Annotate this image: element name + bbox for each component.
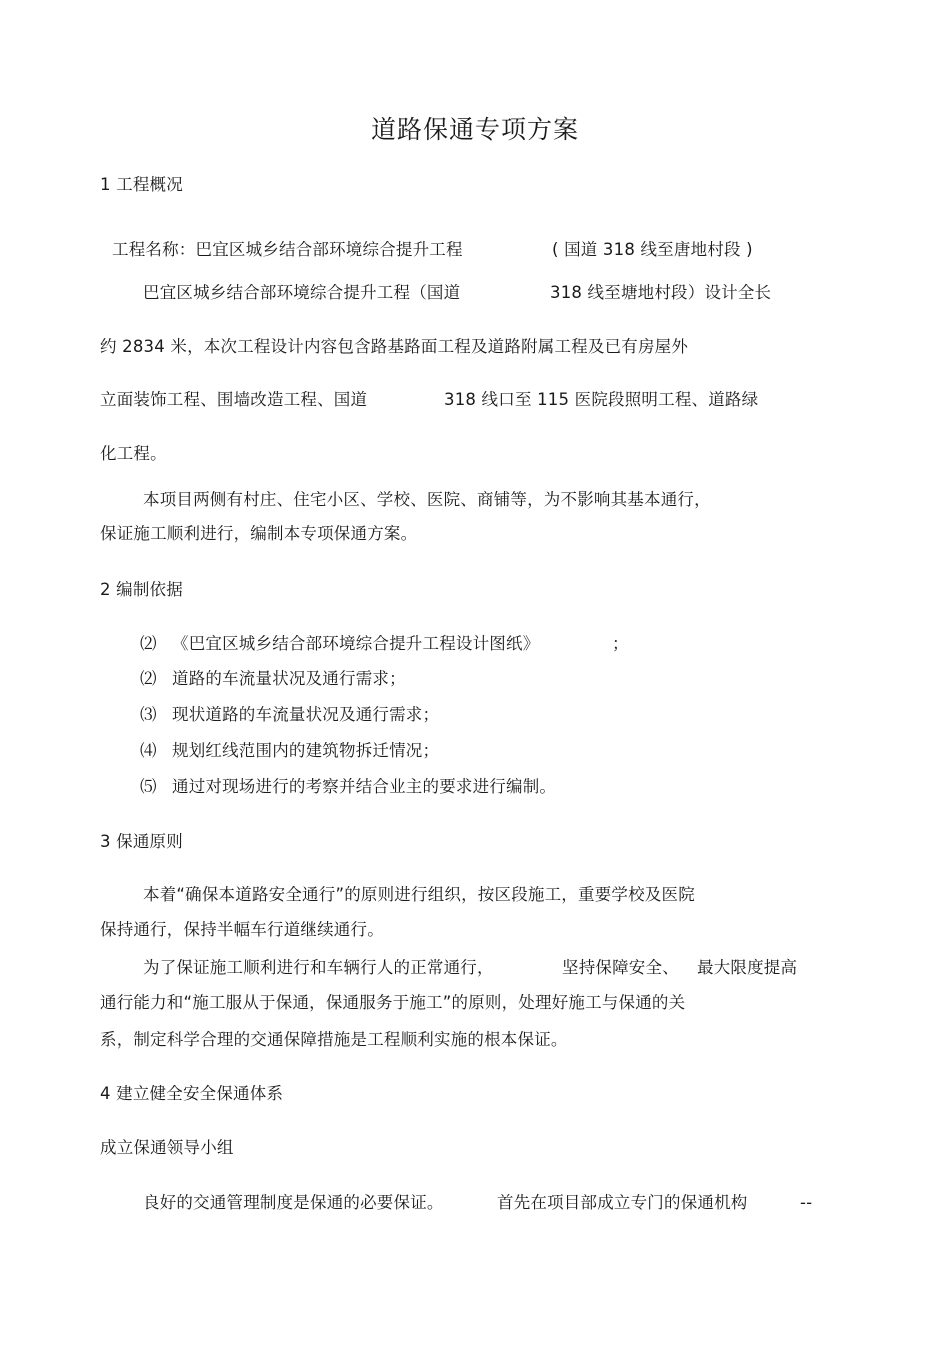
paragraph-1-line-3b: 318 线口至 115 医院段照明工程、道路绿: [444, 390, 759, 409]
list-item-num: ⑷: [140, 741, 157, 760]
section-3-heading: 3 保通原则: [100, 832, 183, 851]
paragraph-1-line-1b: 318 线至塘地村段）设计全长: [550, 283, 772, 302]
paragraph-2-line-1: 本项目两侧有村庄、住宅小区、学校、医院、商铺等，为不影响其基本通行，: [143, 490, 711, 509]
list-item-text: 《巴宜区城乡结合部环境综合提升工程设计图纸》: [172, 634, 540, 653]
section-1-heading: 1 工程概况: [100, 175, 183, 194]
paragraph-1-line-2: 约 2834 米，本次工程设计内容包含路基路面工程及道路附属工程及已有房屋外: [100, 337, 689, 356]
list-item-punct: ；: [612, 634, 629, 653]
list-item-num: ⑸: [140, 777, 157, 796]
list-item-num: ⑶: [140, 705, 157, 724]
list-item-text: 通过对现场进行的考察并结合业主的要求进行编制。: [172, 777, 557, 796]
paragraph-1-line-3a: 立面装饰工程、围墙改造工程、国道: [100, 390, 368, 409]
principle-paragraph-2-line-1c: 最大限度提高: [697, 958, 798, 977]
principle-paragraph-2-line-2: 通行能力和“施工服从于保通，保通服务于施工”的原则，处理好施工与保通的关: [100, 993, 686, 1012]
section-4-heading: 4 建立健全安全保通体系: [100, 1084, 284, 1103]
section-4-paragraph-c: --: [800, 1193, 813, 1212]
paragraph-1-line-4: 化工程。: [100, 444, 167, 463]
list-item-num: ⑵: [140, 634, 157, 653]
principle-paragraph-1-line-1: 本着“确保本道路安全通行”的原则进行组织，按区段施工，重要学校及医院: [143, 885, 695, 904]
list-item-num: ⑵: [140, 669, 157, 688]
list-item-text: 现状道路的车流量状况及通行需求；: [172, 705, 440, 724]
list-item-text: 规划红线范围内的建筑物拆迁情况；: [172, 741, 440, 760]
principle-paragraph-2-line-1b: 坚持保障安全、: [562, 958, 679, 977]
project-name-text: 工程名称：巴宜区城乡结合部环境综合提升工程: [112, 240, 463, 259]
section-4-paragraph-b: 首先在项目部成立专门的保通机构: [497, 1193, 748, 1212]
project-name-section: ( 国道 318 线至唐地村段 ): [552, 240, 753, 259]
paragraph-1-line-1a: 巴宜区城乡结合部环境综合提升工程（国道: [143, 283, 461, 302]
project-name-line: [112, 240, 463, 260]
paragraph-2-line-2: 保证施工顺利进行，编制本专项保通方案。: [100, 524, 418, 543]
list-item-text: 道路的车流量状况及通行需求；: [172, 669, 406, 688]
section-4-subheading: 成立保通领导小组: [100, 1138, 234, 1157]
principle-paragraph-1-line-2: 保持通行，保持半幅车行道继续通行。: [100, 920, 384, 939]
document-title: 道路保通专项方案: [370, 115, 579, 144]
section-2-heading: 2 编制依据: [100, 580, 183, 599]
principle-paragraph-2-line-3: 系，制定科学合理的交通保障措施是工程顺利实施的根本保证。: [100, 1030, 568, 1049]
principle-paragraph-2-line-1a: 为了保证施工顺利进行和车辆行人的正常通行，: [143, 958, 494, 977]
section-4-paragraph-a: 良好的交通管理制度是保通的必要保证。: [143, 1193, 444, 1212]
